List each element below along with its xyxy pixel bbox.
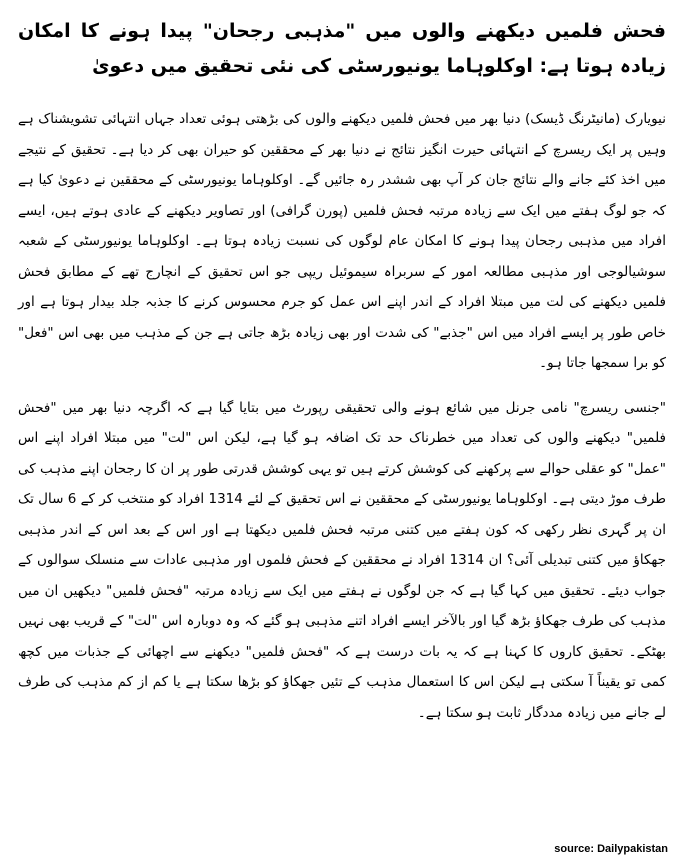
source-credit: source: Dailypakistan — [554, 843, 668, 855]
article-headline: فحش فلمیں دیکھنے والوں میں "مذہبی رجحان" پیدا ہونے کا امکان زیادہ ہوتا ہے: اوکلوہاما یونیورسٹی کی نئی تحقیق میں دعویٰ — [18, 20, 666, 77]
article-paragraph: نیویارک (مانیٹرنگ ڈیسک) دنیا بھر میں فحش فلمیں دیکھنے والوں کی بڑھتی ہوئی تعداد جہاں انتہائی تشویشناک ہے وہیں پر ایک ریسرچ کے انتہائی حیرت انگیز نتائج نے دنیا بھر کے محققین کو حیران بھی کر دیا ہے۔ تحقیق کے نتیجے میں اخذ کئے جانے والے نتائج جان کر آپ بھی ششدر رہ جائیں گے۔ اوکلوہاما یونیورسٹی کے محققین نے دعویٰ کیا ہے کہ جو لوگ ہفتے میں ایک سے زیادہ مرتبہ فحش فلمیں (پورن گرافی) اور تصاویر دیکھنے کے عادی ہوتے ہیں، ایسے افراد میں مذہبی رجحان پیدا ہونے کا امکان عام لوگوں کی نسبت زیادہ ہوتا ہے۔ اوکلوہاما یونیورسٹی کے شعبہ سوشیالوجی اور مذہبی مطالعہ امور کے سربراہ سیموئیل ریپی جو اس تحقیق کے انچارج تھے کے مطابق فحش فلمیں دیکھنے کی لت میں مبتلا افراد کے اندر اپنے اس عمل کو جرم محسوس کرنے کا جذبہ جلد بیدار ہوتا ہے اور خاص طور پر ایسے افراد میں اس "جذبے" کی شدت اور بھی زیادہ بڑھ جاتی ہے جن کے مذہب میں بھی اس "فعل" کو برا سمجھا جاتا ہو۔ — [18, 111, 666, 371]
news-article — [18, 14, 666, 742]
article-paragraph: "جنسی ریسرچ" نامی جرنل میں شائع ہونے والی تحقیقی رپورٹ میں بتایا گیا ہے کہ اگرچہ دنیا بھر میں "فحش فلمیں" دیکھنے والوں کی تعداد میں خطرناک حد تک اضافہ ہو گیا ہے، لیکن اس "لت" میں مبتلا افراد اپنے اس "عمل" کو عقلی حوالے سے پرکھنے کی کوشش کرتے ہیں تو یہی کوشش قدرتی طور پر ان کا رجحان اپنے مذہب کی طرف موڑ دیتی ہے۔ اوکلوہاما یونیورسٹی کے محققین نے اس تحقیق کے لئے 1314 افراد کو منتخب کر کے 6 سال تک ان پر گہری نظر رکھی کہ کون ہفتے میں کتنی مرتبہ فحش فلمیں دیکھتا ہے اور اس کے بعد اس کے اندر مذہبی جھکاؤ میں کتنی تبدیلی آئی؟ ان 1314 افراد نے محققین کے فحش فلموں اور مذہبی عادات سے منسلک سوالوں کے جواب دیئے۔ تحقیق میں کہا گیا ہے کہ جن لوگوں نے ہفتے میں ایک سے زیادہ مرتبہ "فحش فلمیں" دیکھیں ان میں مذہب کی طرف جھکاؤ بڑھ گیا اور بالآخر ایسے افراد اتنے مذہبی ہو گئے کہ وہ دوبارہ اس "لت" کے قریب بھی نہیں بھٹکے۔ تحقیق کاروں کا کہنا ہے کہ یہ بات درست ہے کہ "فحش فلمیں" دیکھنے سے اچھائی کے جذبات میں کچھ کمی تو یقیناً آ سکتی ہے لیکن اس کا استعمال مذہب کے تئیں جھکاؤ کو بڑھا سکتا ہے یا کم از کم مذہب کی طرف لے جانے میں زیادہ مددگار ثابت ہو سکتا ہے۔ — [18, 399, 666, 721]
